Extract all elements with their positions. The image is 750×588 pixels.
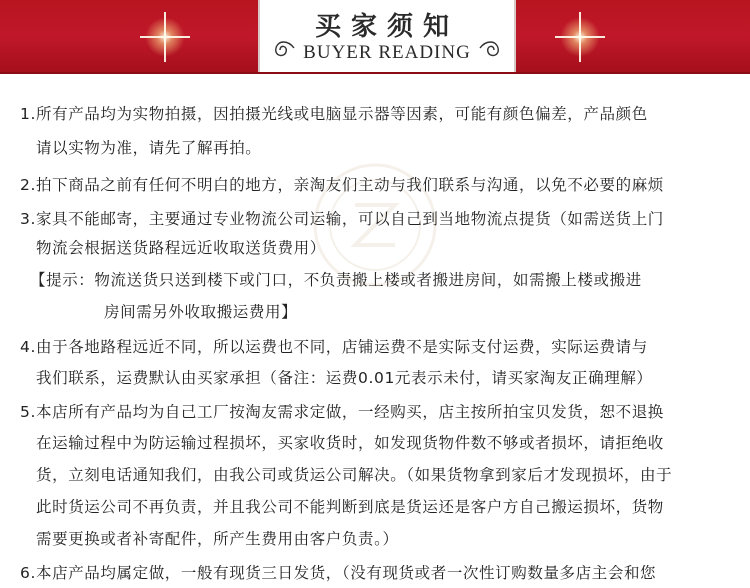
notice-line-12: 货，立刻电话通知我们，由我公司或货运公司解决。（如果货物拿到家后才发现损坏，由于: [36, 466, 673, 484]
notice-line-7: 房间需另外收取搬运费用】: [104, 303, 298, 321]
notice-line-9: 我们联系，运费默认由买家承担（备注：运费0.01元表示未付，请买家淘友正确理解）: [36, 369, 653, 387]
notice-line-1: 1.所有产品均为实物拍摄，因拍摄光线或电脑显示器等因素，可能有颜色偏差，产品颜色: [20, 105, 648, 123]
notice-line-2: 请以实物为准，请先了解再拍。: [36, 139, 262, 157]
notice-line-6: 【提示：物流送货只送到楼下或门口，不负责搬上楼或者搬进房间，如需搬上楼或搬进: [30, 271, 642, 289]
notice-line-14: 需要更换或者补寄配件，所产生费用由客户负责。）: [36, 530, 399, 548]
notice-line-10: 5.本店所有产品均为自己工厂按淘友需求定做，一经购买，店主按所拍宝贝发货，恕不退换: [20, 403, 664, 421]
title-english: BUYER READING: [303, 42, 471, 63]
notice-line-8: 4.由于各地路程远近不同，所以运费也不同，店铺运费不是实际支付运费，实际运费请与: [20, 338, 648, 356]
banner-divider: [0, 72, 750, 74]
title-panel: [258, 0, 516, 72]
notice-line-11: 在运输过程中为防运输过程损坏，买家收货时，如发现货物件数不够或者损坏，请拒绝收: [36, 434, 664, 452]
notice-line-15: 6.本店产品均属定做，一般有现货三日发货，（没有现货或者一次性订购数量多店主会和您: [20, 564, 657, 582]
sparkle-left-icon: [140, 12, 190, 62]
notice-line-4: 3.家具不能邮寄，主要通过专业物流公司运输，可以自己到当地物流点提货（如需送货上门: [20, 210, 664, 228]
notice-line-13: 此时货运公司不再负责，并且我公司不能判断到底是货运还是客户方自己搬运损坏，货物: [36, 498, 664, 516]
right-flourish-icon: [478, 36, 504, 60]
sparkle-right-icon: [555, 12, 605, 62]
notice-line-3: 2.拍下商品之前有任何不明白的地方，亲淘友们主动与我们联系与沟通，以免不必要的麻烦: [20, 176, 664, 194]
notice-line-5: 物流会根据送货路程远近收取送货费用）: [36, 239, 326, 257]
title-chinese: 买家须知: [314, 12, 459, 42]
